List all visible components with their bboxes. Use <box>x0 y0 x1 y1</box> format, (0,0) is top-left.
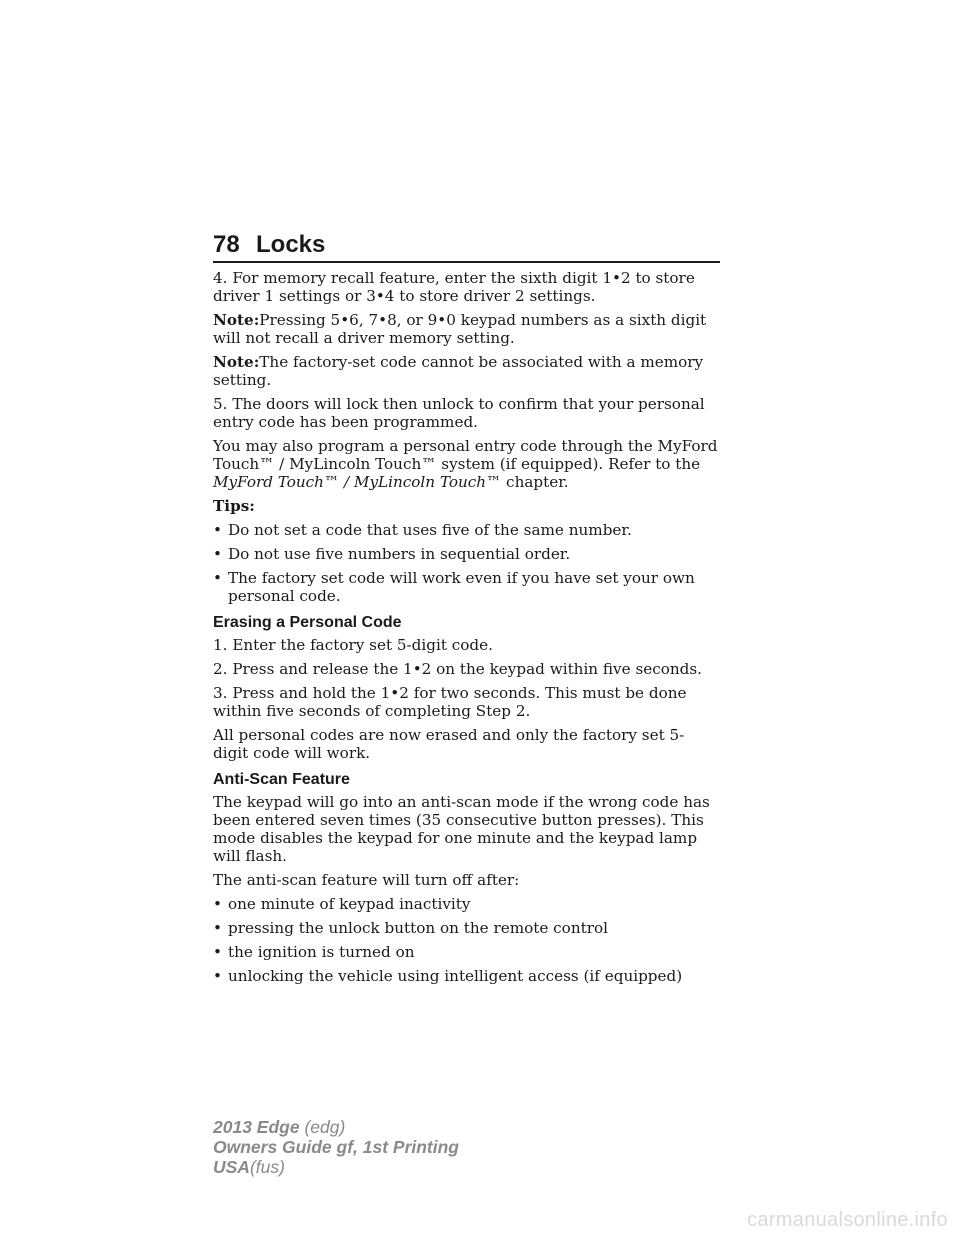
note-label: Note: <box>213 353 260 371</box>
erase-step: 3. Press and hold the 1•2 for two seconds. This must be done within five seconds of completing Step 2. <box>213 684 687 720</box>
section-title: Locks <box>256 231 326 258</box>
bullet-icon: • <box>213 943 222 961</box>
tip-text: Do not set a code that uses five of the same number. <box>228 521 632 539</box>
note-paragraph <box>213 353 723 389</box>
antiscan-item-text: unlocking the vehicle using intelligent access (if equipped) <box>228 967 683 985</box>
bullet-icon: • <box>213 895 222 913</box>
bullet-icon: • <box>213 919 222 937</box>
bullet-icon: • <box>213 521 222 539</box>
tip-item <box>213 521 723 539</box>
antiscan-item <box>213 943 723 961</box>
footer-model: 2013 Edge <box>213 1117 300 1137</box>
antiscan-item <box>213 919 723 937</box>
erase-step: 1. Enter the factory set 5-digit code. <box>213 636 493 654</box>
footer-line <box>213 1117 459 1137</box>
myford-touch-paragraph <box>213 437 723 491</box>
footer-printing: Owners Guide gf, 1st Printing <box>213 1137 459 1157</box>
tip-text: Do not use five numbers in sequential order. <box>228 545 571 563</box>
tips-label: Tips: <box>213 497 255 515</box>
footer-model-code: (edg) <box>304 1117 346 1137</box>
header-rule <box>213 261 720 263</box>
bullet-icon: • <box>213 569 222 587</box>
erase-step: 2. Press and release the 1•2 on the keypad within five seconds. <box>213 660 702 678</box>
antiscan-item-text: pressing the unlock button on the remote control <box>228 919 608 937</box>
page-body <box>213 269 723 991</box>
tip-text: The factory set code will work even if you have set your own personal code. <box>228 569 695 605</box>
page-number: 78 <box>213 231 240 258</box>
chapter-reference: MyFord Touch™ / MyLincoln Touch™ <box>213 473 502 491</box>
step-5-paragraph: 5. The doors will lock then unlock to confirm that your personal entry code has been programmed. <box>213 395 705 431</box>
footer-market-code: (fus) <box>249 1157 285 1177</box>
antiscan-item <box>213 895 723 913</box>
footer-line <box>213 1157 459 1177</box>
note-text: The factory-set code cannot be associated with a memory setting. <box>213 353 704 389</box>
text-run: You may also program a personal entry code through the MyFord Touch™ / MyLincoln Touch™ system (if equipped). Refer to the <box>213 437 718 473</box>
antiscan-item-text: one minute of keypad inactivity <box>228 895 471 913</box>
note-label: Note: <box>213 311 260 329</box>
erase-result-paragraph: All personal codes are now erased and only the factory set 5- digit code will work. <box>213 726 685 762</box>
bullet-icon: • <box>213 967 222 985</box>
print-footer <box>213 1117 459 1177</box>
note-text: Pressing 5•6, 7•8, or 9•0 keypad numbers as a sixth digit will not recall a driver memory setting. <box>213 311 707 347</box>
tip-item <box>213 545 723 563</box>
antiscan-item-text: the ignition is turned on <box>228 943 415 961</box>
watermark-link[interactable]: carmanualsonline.info <box>747 1209 948 1231</box>
tip-item <box>213 569 723 605</box>
note-paragraph <box>213 311 723 347</box>
text-run: chapter. <box>501 473 569 491</box>
erase-heading: Erasing a Personal Code <box>213 614 402 631</box>
antiscan-paragraph: The anti-scan feature will turn off after: <box>213 871 520 889</box>
antiscan-heading: Anti-Scan Feature <box>213 771 350 788</box>
footer-market: USA <box>213 1157 250 1177</box>
antiscan-paragraph: The keypad will go into an anti-scan mode if the wrong code has been entered seven times (35 consecutive button presses). This mode disables the keypad for one minute and the keypad lamp will flash. <box>213 793 710 865</box>
antiscan-item <box>213 967 723 985</box>
bullet-icon: • <box>213 545 222 563</box>
step-4-paragraph: 4. For memory recall feature, enter the sixth digit 1•2 to store driver 1 settings or 3•4 to store driver 2 settings. <box>213 269 695 305</box>
